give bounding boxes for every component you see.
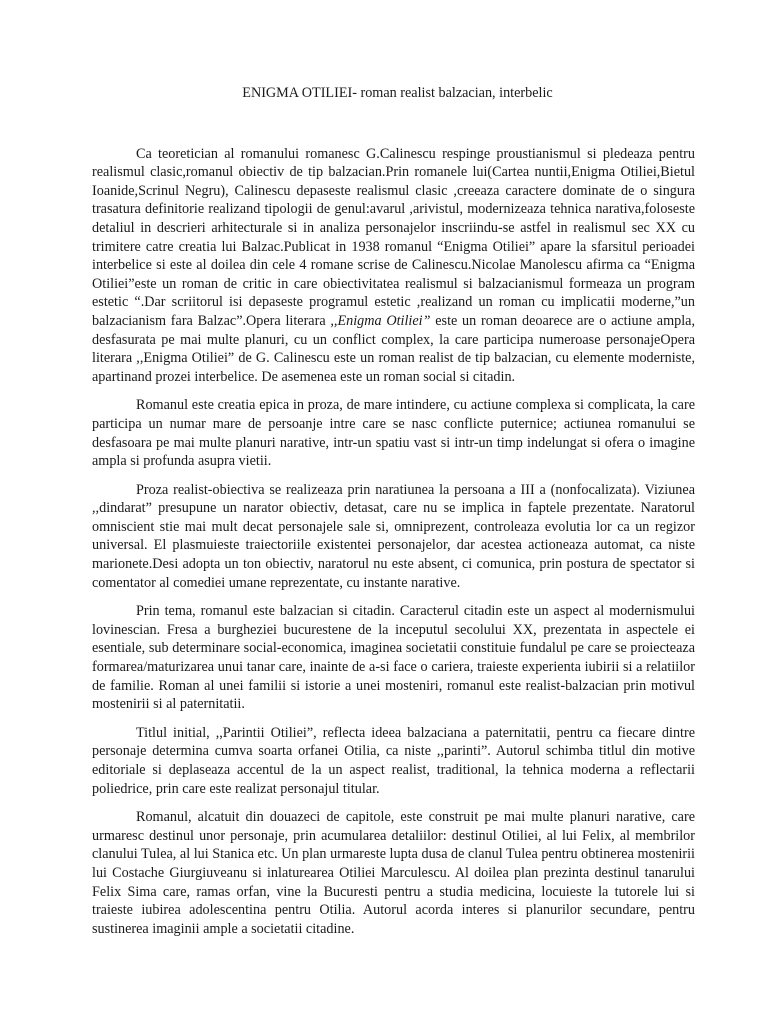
paragraph: Romanul este creatia epica in proza, de mare intindere, cu actiune complexa si complicata, la care participa un numar mare de persoanje intre care se nasc conflicte puternice; actiunea romanului se desfasoara pe mai multe planuri narative, intr-un spatiu vast si intr-un timp indelungat si ofera o imagine ampla si profunda asupra vietii. — [92, 397, 695, 470]
document-title: ENIGMA OTILIEI- roman realist balzacian, interbelic — [242, 85, 553, 101]
paragraph — [92, 145, 695, 387]
paragraph-text: Ca teoretician al romanului romanesc G.Calinescu respinge proustianismul si pledeaza pentru realismul clasic,romanul obiectiv de tip balzacian.Prin romanele lui(Cartea nuntii,Enigma Otiliei,Bietul Ioanide,Scrinul Negru), Calinescu depaseste realismul clasic ,creeaza caractere dominate de o singura trasatura definitorie realizand tipologii de genul:avarul ,arivistul, modernizeaza tehnica narativa,foloseste detaliul in descrieri arhitecturale si in analiza personajelor inscriindu-se astfel in realismul sec XX cu trimitere catre creatia lui Balzac.Publicat in 1938 romanul “Enigma Otiliei” apare la sfarsitul perioadei interbelice si este al doilea din cele 4 romane scrise de Calinescu.Nicolae Manolescu afirma ca “Enigma Otiliei”este un roman de critic in care obiectivitatea realismul si balzacianismul formeaza un program estetic “.Dar scriitorul isi depaseste programul estetic ,realizand un roman cu implicatii moderne,”un balzacianism fara Balzac”.Opera literara — [92, 145, 695, 329]
paragraph: Romanul, alcatuit din douazeci de capitole, este construit pe mai multe planuri narative, care urmaresc destinul unor personaje, prin acumularea detaliilor: destinul Otiliei, al lui Felix, al membrilor clanului Tulea, al lui Stanica etc. Un plan urmareste lupta dusa de clanul Tulea pentru obtinerea mostenirii lui Costache Giurgiuveanu si inlaturearea Otiliei Marculescu. Al doilea plan prezinta destinul tanarului Felix Sima care, ramas orfan, vine la Bucuresti pentru a studia medicina, locuieste la tutorele lui si traieste iubirea adolescentina pentru Otilia. Autorul acorda interes si planurilor secundare, pentru sustinerea imaginii ample a societatii citadine. — [92, 809, 695, 937]
paragraph: Titlul initial, ,,Parintii Otiliei”, reflecta ideea balzaciana a paternitatii, pentru ca fiecare dintre personaje determina cumva soarta orfanei Otilia, ca niste ,,parinti”. Autorul schimba titlul din motive editoriale si deplaseaza accentul de la un aspect realist, traditional, la tehnica moderna a reflectarii poliedrice, prin care este realizat personajul titular. — [92, 724, 695, 797]
paragraph-text: este un roman deoarece are o actiune ampla, desfasurata pe mai multe planuri, cu un conflict complex, la care participa numeroase personajeOpera literara ,,Enigma Otiliei” de G. Calinescu este un roman realist de tip balzacian, cu elemente moderniste, apartinand prozei interbelice. De asemenea este un roman social si citadin. — [92, 312, 695, 385]
italic-title-reference: ,,Enigma Otiliei” — [330, 312, 431, 329]
paragraph: Prin tema, romanul este balzacian si citadin. Caracterul citadin este un aspect al modernismului lovinescian. Fresa a burgheziei bucurestene de la inceputul secolului XX, prezentata in aspectele ei esentiale, sub determinare social-economica, imaginea societatii constituie fundalul pe care se proiecteaza formarea/maturizarea unui tanar care, inainte de a-si face o cariera, traieste experienta iubirii si a relatiilor de familie. Roman al unei familii si istorie a unei mosteniri, romanul este realist-balzacian prin motivul mostenirii si al paternitatii. — [92, 603, 695, 713]
paragraph: Proza realist-obiectiva se realizeaza prin naratiunea la persoana a III a (nonfocalizata). Viziunea ,,dindarat” presupune un narator obiectiv, detasat, care nu se implica in faptele prezentate. Naratorul omniscient stie mai mult decat personajele sale si, omniprezent, controleaza evolutia lor ca un regizor universal. El plasmuieste traiectoriile existentei personajelor, dar acestea actioneaza automat, ca niste marionete.Desi adopta un ton obiectiv, naratorul nu este absent, ci comunica, prin postura de spectator si comentator al comediei umane reprezentate, cu instante narative. — [92, 481, 695, 591]
